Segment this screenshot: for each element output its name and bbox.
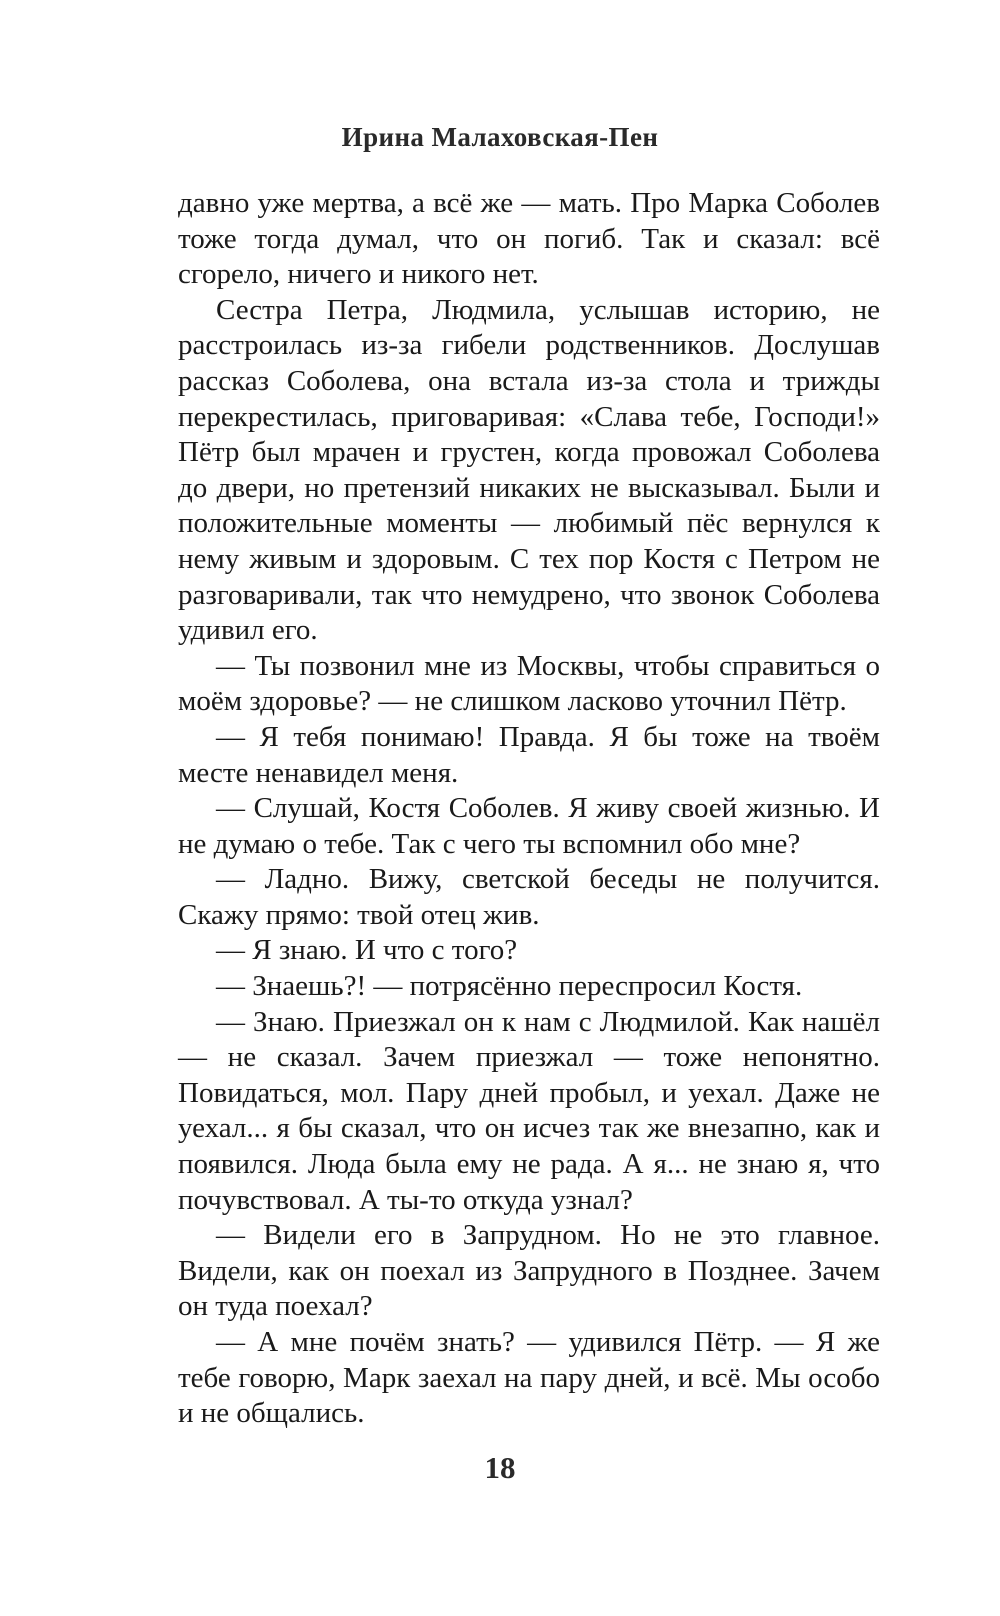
paragraph: — Видели его в Запрудном. Но не это главное. Видели, как он поехал из Запрудного в Позднее. Зачем он туда поехал? [178,1219,880,1323]
paragraph: давно уже мертва, а всё же — мать. Про Марка Соболев тоже тогда думал, что он погиб. Так и сказал: всё сгорело, ничего и никого нет. [178,187,880,291]
paragraph: — Я знаю. И что с того? [216,934,518,967]
paragraph: Сестра Петра, Людмила, услышав историю, не расстроилась из-за гибели родственников. Дослушав рассказ Соболева, она встала из-за стола и трижды перекрестилась, приговаривая: «Слава тебе, Господи!» Пётр был мрачен и грустен, когда провожал Соболева до двери, но претензий никаких не высказывал. Были и положительные моменты — любимый пёс вернулся к нему живым и здоровым. С тех пор Костя с Петром не разговаривали, так что немудрено, что звонок Соболева удивил его. [178,293,880,647]
paragraph: — Ладно. Вижу, светской беседы не получится. Скажу прямо: твой отец жив. [178,863,880,931]
paragraph: — Знаю. Приезжал он к нам с Людмилой. Как нашёл — не сказал. Зачем приезжал — тоже непонятно. Повидаться, мол. Пару дней пробыл, и уехал. Даже не уехал... я бы сказал, что он исчез так же внезапно, как и появился. Люда была ему не рада. А я... не знаю я, что почувствовал. А ты-то откуда узнал? [178,1005,880,1216]
paragraph: — Знаешь?! — потрясённо переспросил Костя. [216,970,803,1003]
paragraph: — Я тебя понимаю! Правда. Я бы тоже на твоём месте ненавидел меня. [178,720,880,789]
paragraph: — Ты позвонил мне из Москвы, чтобы справиться о моём здоровье? — не слишком ласково уточнил Пётр. [178,649,880,718]
text-block [178,186,880,1432]
page-number: 18 [484,1450,516,1485]
paragraph: — А мне почём знать? — удивился Пётр. — Я же тебе говорю, Марк заехал на пару дней, и всё. Мы особо и не общались. [178,1326,880,1430]
paragraph: — Слушай, Костя Соболев. Я живу своей жизнью. И не думаю о тебе. Так с чего ты вспомнил обо мне? [178,792,880,860]
running-head: Ирина Малаховская-Пен [341,122,659,152]
